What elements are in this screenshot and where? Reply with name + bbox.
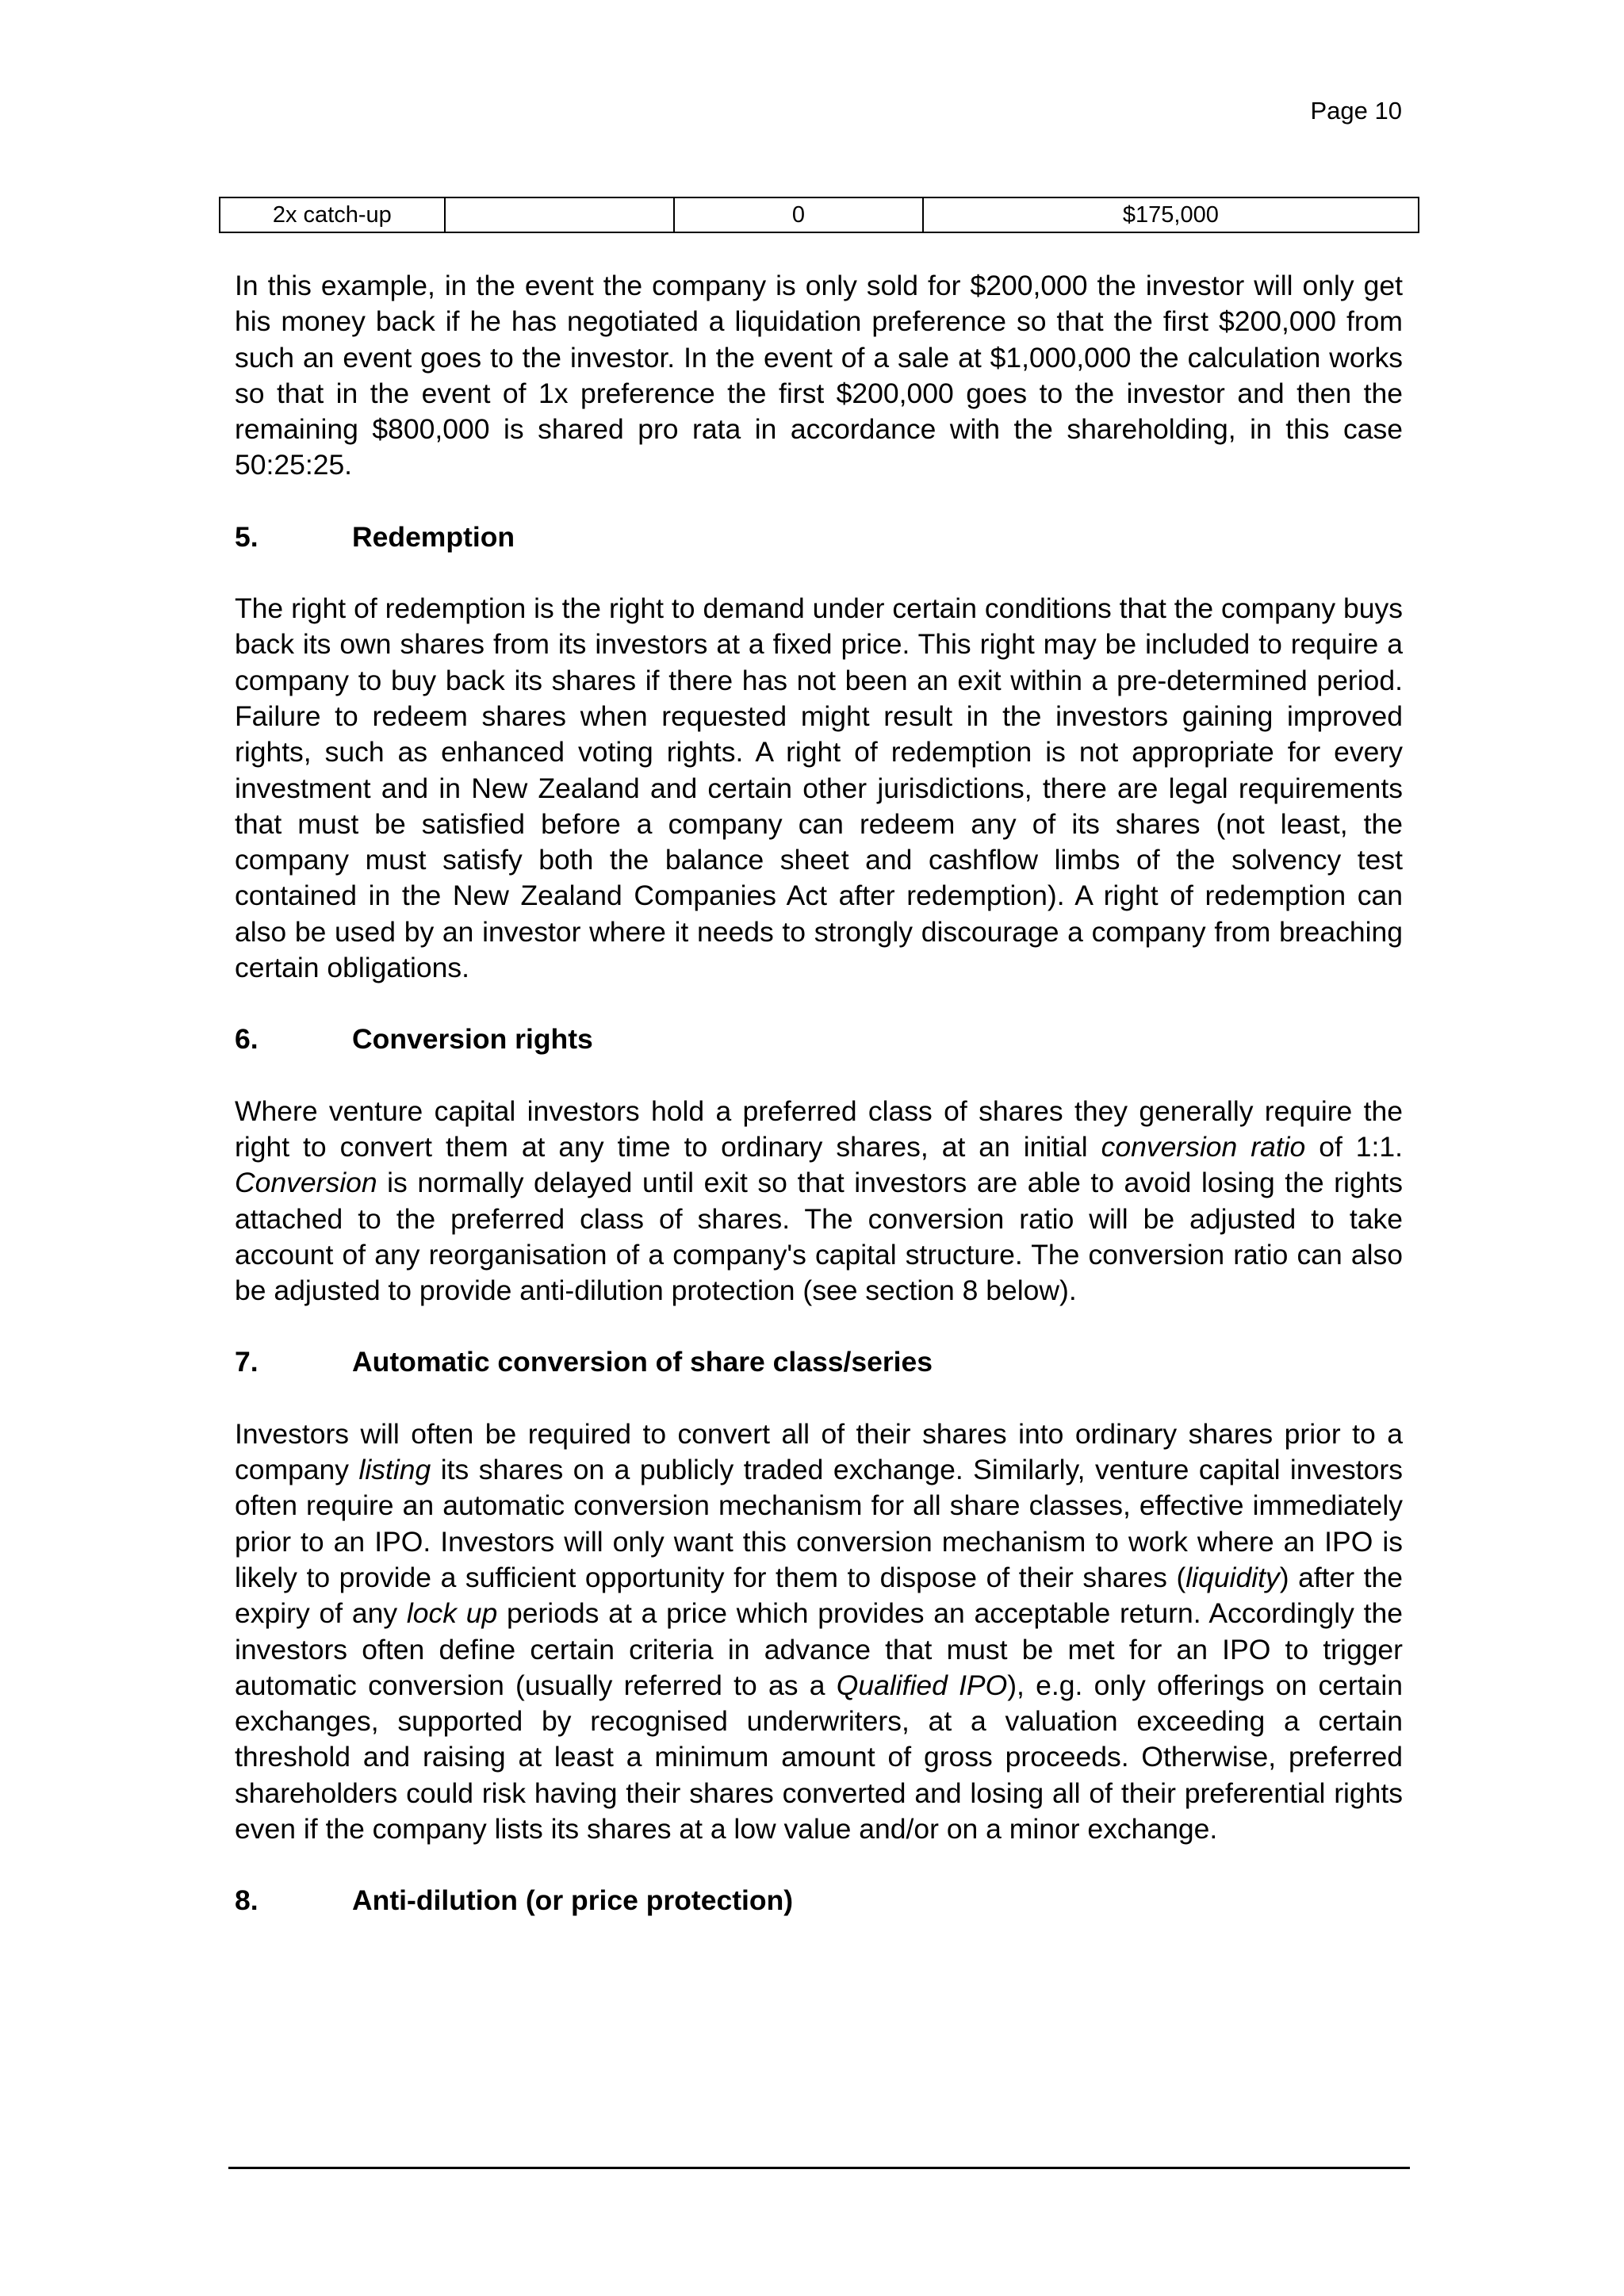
- text-run: its shares on a publicly traded exchange. Similarly, venture capital investors often require an automatic conversion mechanism for all share classes, effective immediately prior to an IPO. Investors will only want this conversion mechanism to work where an IPO is likely to provide a sufficient opportunity for them to dispose of their shares (: [235, 1454, 1403, 1593]
- section-title: Conversion rights: [352, 1023, 593, 1056]
- emphasis: Conversion: [235, 1167, 377, 1199]
- section-number: 8.: [235, 1884, 259, 1917]
- section-heading-anti-dilution: [235, 1883, 1403, 1918]
- text-run: is normally delayed until exit so that investors are able to avoid losing the rights attached to the preferred class of shares. The conversion ratio will be adjusted to take account of any reorganisation of a company's capital structure. The conversion ratio can also be adjusted to provide anti-dilution protection (see section 8 below).: [235, 1167, 1403, 1307]
- text-run: Where venture capital investors hold a preferred class of shares they generally require the right to convert them at any time to ordinary shares, at an initial: [235, 1094, 1403, 1163]
- table-cell: [445, 197, 675, 232]
- text-run: periods at a price which provides an acceptable return. Accordingly the investors often define certain criteria in advance that must be met for an IPO to trigger automatic conversion (usually referred to as a: [235, 1597, 1403, 1701]
- section-number: 5.: [235, 520, 259, 553]
- emphasis: lock up: [406, 1597, 498, 1630]
- automatic-conversion-paragraph: [235, 1416, 1403, 1848]
- text-run: Investors will often be required to convert all of their shares into ordinary shares prior to a company: [235, 1417, 1403, 1486]
- table-cell: $175,000: [923, 197, 1419, 232]
- section-heading-automatic-conversion: [235, 1344, 1403, 1380]
- section-number: 6.: [235, 1023, 259, 1056]
- section-title: Anti-dilution (or price protection): [352, 1884, 794, 1917]
- emphasis: listing: [358, 1454, 431, 1486]
- text-run: ), e.g. only offerings on certain exchanges, supported by recognised underwriters, at a valuation exceeding a certain threshold and raising at least a minimum amount of gross proceeds. Otherwise, preferred shareholders could risk having their shares converted and losing all of their preferential rights even if the company lists its shares at a low value and/or on a minor exchange.: [235, 1669, 1403, 1845]
- text-run: ) after the expiry of any: [235, 1561, 1404, 1630]
- intro-paragraph: In this example, in the event the company is only sold for $200,000 the investor will only get his money back if he has negotiated a liquidation preference so that the first $200,000 from such an event goes to the investor. In the event of a sale at $1,000,000 the calculation works so that in the event of 1x preference the first $200,000 goes to the investor and then the remaining $800,000 is shared pro rata in accordance with the shareholding, in this case 50:25:25.: [235, 270, 1403, 481]
- emphasis: Qualified IPO: [836, 1669, 1008, 1701]
- redemption-paragraph: The right of redemption is the right to demand under certain conditions that the company buys back its own shares from its investors at a fixed price. This right may be included to require a company to buy back its shares if there has not been an exit within a pre-determined period. Failure to redeem shares when requested might result in the investors gaining improved rights, such as enhanced voting rights. A right of redemption is not appropriate for every investment and in New Zealand and certain other jurisdictions, there are legal requirements that must be satisfied before a company can redeem any of its shares (not least, the company must satisfy both the balance sheet and cashflow limbs of the solvency test contained in the New Zealand Companies Act after redemption). A right of redemption can also be used by an investor where it needs to strongly discourage a company from breaching certain obligations.: [235, 592, 1403, 984]
- conversion-rights-paragraph: [235, 1094, 1403, 1309]
- section-heading-conversion-rights: [235, 1022, 1403, 1057]
- table-cell: 0: [674, 197, 923, 232]
- footer-divider: [228, 2167, 1410, 2169]
- emphasis: liquidity: [1185, 1561, 1280, 1593]
- section-title: Automatic conversion of share class/series: [352, 1346, 933, 1378]
- page-number: Page 10: [1310, 97, 1402, 125]
- section-number: 7.: [235, 1346, 259, 1378]
- section-heading-redemption: [235, 519, 1403, 555]
- emphasis: conversion ratio: [1101, 1130, 1306, 1163]
- text-run: of 1:1.: [1305, 1130, 1403, 1163]
- table-row: [220, 197, 1419, 232]
- table-cell: 2x catch-up: [220, 197, 445, 232]
- preference-table: [219, 197, 1419, 233]
- section-title: Redemption: [352, 520, 515, 553]
- document-body: [235, 268, 1403, 1919]
